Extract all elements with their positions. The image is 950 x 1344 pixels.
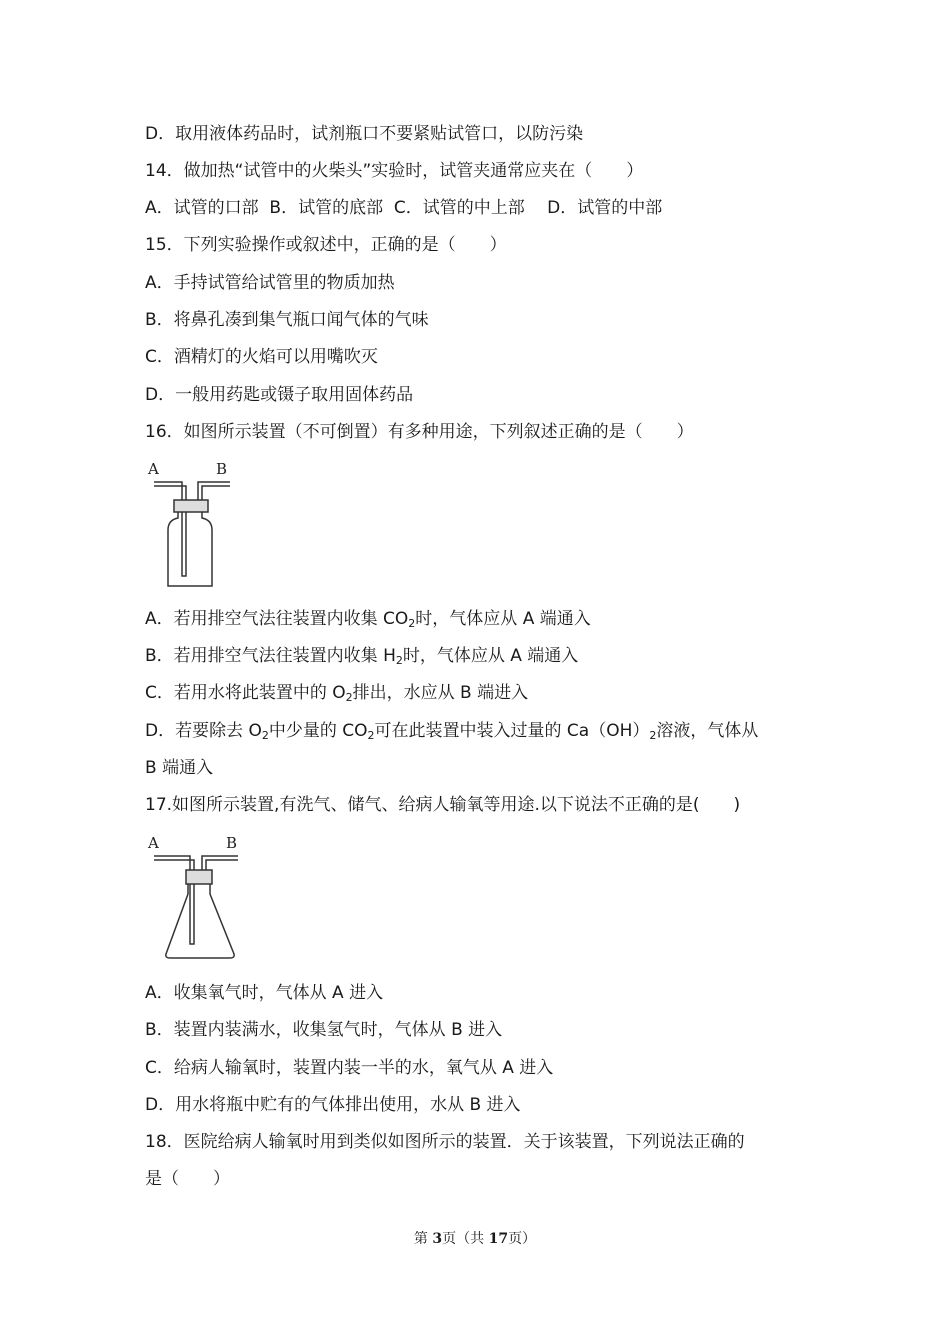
q16-option-c-text-end: 排出，水应从 B 端进入 — [352, 683, 529, 703]
page-number: 3 — [432, 1231, 443, 1247]
footer-suffix: 页） — [508, 1231, 537, 1247]
q15-option-b: B．将鼻孔凑到集气瓶口闻气体的气味 — [145, 310, 429, 330]
q18-stem-continued: 是（ ） — [145, 1169, 230, 1189]
q14-options: A．试管的口部 B．试管的底部 C．试管的中上部 D．试管的中部 — [145, 198, 663, 218]
q16-stem: 16．如图所示装置（不可倒置）有多种用途，下列叙述正确的是（ ） — [145, 422, 694, 442]
figure-label-a: A — [148, 834, 159, 852]
flask-drawing — [154, 856, 238, 958]
q16-option-a-text-end: 时，气体应从 A 端通入 — [415, 609, 591, 629]
figure-label-b: B — [226, 834, 238, 852]
q16-option-c — [145, 682, 528, 704]
q16-option-a-text: A．若用排空气法往装置内收集 CO — [145, 609, 409, 629]
q16-option-b-text-end: 时，气体应从 A 端通入 — [402, 646, 579, 666]
q15-option-d: D．一般用药匙或镊子取用固体药品 — [145, 385, 414, 405]
q17-option-b: B．装置内装满水，收集氢气时，气体从 B 进入 — [145, 1020, 503, 1040]
q17-option-d: D．用水将瓶中贮有的气体排出使用，水从 B 进入 — [145, 1095, 521, 1115]
q17-option-a: A．收集氧气时，气体从 A 进入 — [145, 983, 384, 1003]
q15-option-c: C．酒精灯的火焰可以用嘴吹灭 — [145, 347, 378, 367]
q16-option-c-text: C．若用水将此装置中的 O — [145, 683, 346, 703]
q16-option-a-subscript: 2 — [408, 617, 416, 630]
q16-option-d-text-mid2: 可在此装置中装入过量的 Ca（OH） — [374, 721, 650, 741]
q16-option-b-text: B．若用排空气法往装置内收集 H — [145, 646, 396, 666]
page-footer — [0, 1228, 950, 1248]
q15-option-a: A．手持试管给试管里的物质加热 — [145, 273, 395, 293]
q16-option-b — [145, 645, 578, 667]
figure-label-a: A — [148, 460, 159, 478]
figure-label-b: B — [216, 460, 228, 478]
q16-option-a — [145, 608, 591, 630]
q18-stem: 18．医院给病人输氧时用到类似如图所示的装置．关于该装置，下列说法正确的 — [145, 1132, 745, 1152]
q15-stem: 15．下列实验操作或叙述中，正确的是（ ） — [145, 235, 507, 255]
q16-option-d-text-end: 溶液，气体从 — [656, 721, 759, 741]
q17-option-c: C．给病人输氧时，装置内装一半的水，氧气从 A 进入 — [145, 1058, 554, 1078]
q16-option-d-subscript-3: 2 — [649, 729, 657, 742]
footer-middle: 页（共 — [442, 1231, 489, 1247]
gas-bottle-drawing — [154, 482, 230, 586]
q16-option-d — [145, 720, 758, 742]
q16-option-c-subscript: 2 — [345, 691, 353, 704]
total-pages: 17 — [488, 1231, 509, 1247]
q16-option-d-subscript-2: 2 — [367, 729, 375, 742]
q16-option-d-text: D．若要除去 O — [145, 721, 262, 741]
q16-option-d-subscript-1: 2 — [261, 729, 269, 742]
q16-option-d-continued: B 端通入 — [145, 758, 214, 778]
q14-stem: 14．做加热“试管中的火柴头”实验时，试管夹通常应夹在（ ） — [145, 161, 644, 181]
q16-option-b-subscript: 2 — [395, 654, 403, 667]
q16-option-d-text-mid: 中少量的 CO — [268, 721, 368, 741]
gas-bottle-figure — [140, 458, 250, 598]
footer-prefix: 第 — [413, 1231, 433, 1247]
q17-stem: 17.如图所示装置,有洗气、储气、给病人输氧等用途.以下说法不正确的是( ) — [145, 795, 741, 815]
q13-option-d: D．取用液体药品时，试剂瓶口不要紧贴试管口，以防污染 — [145, 124, 584, 144]
flask-figure — [140, 832, 260, 967]
